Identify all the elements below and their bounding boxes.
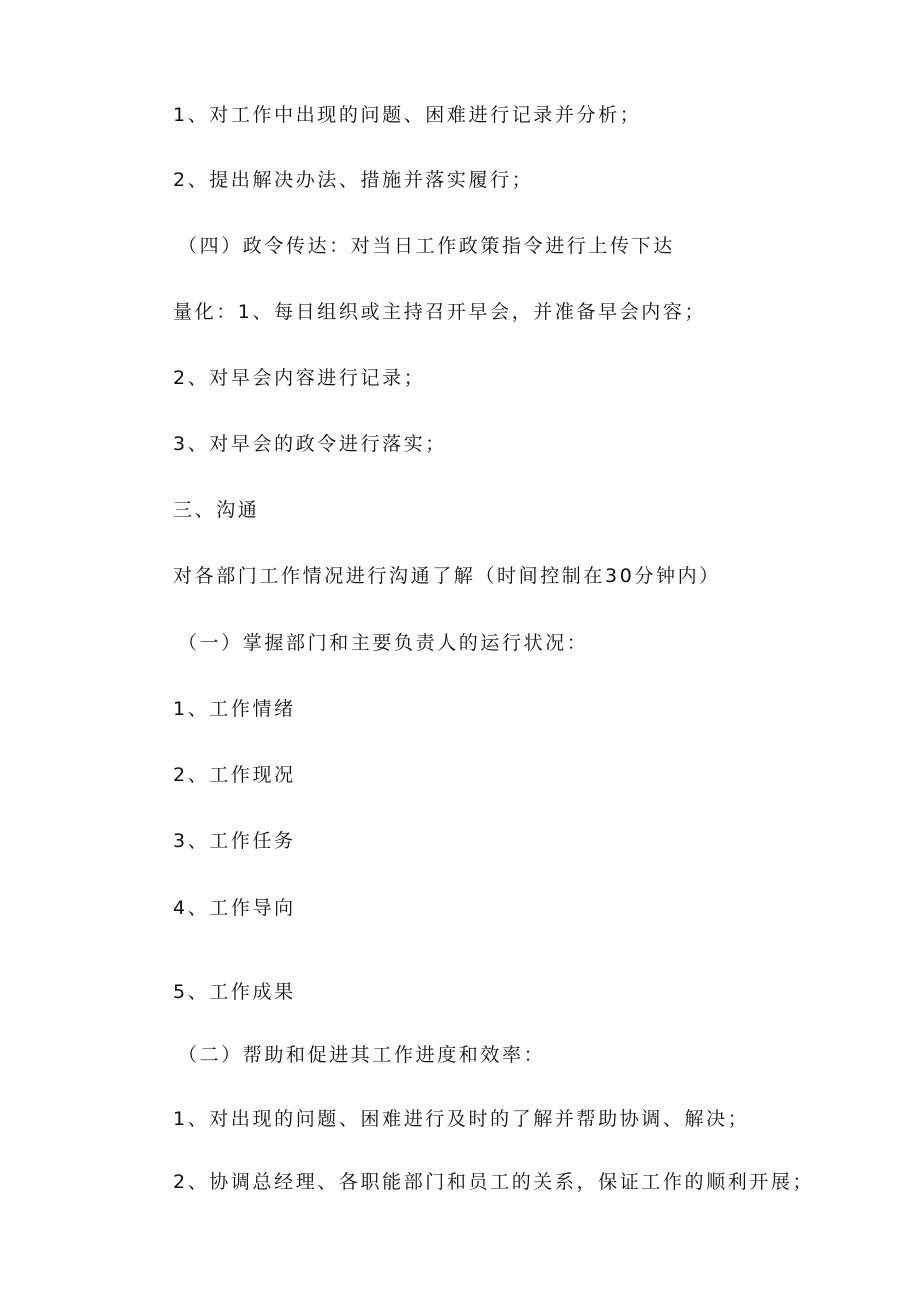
list-item: 1、对工作中出现的问题、困难进行记录并分析； xyxy=(173,104,642,126)
section-heading: （二）帮助和促进其工作进度和效率： xyxy=(178,1044,546,1066)
section-heading: （一）掌握部门和主要负责人的运行状况： xyxy=(178,632,589,654)
list-item: 2、协调总经理、各职能部门和员工的关系，保证工作的顺利开展； xyxy=(173,1171,815,1193)
list-item: 3、对早会的政令进行落实； xyxy=(173,433,447,455)
list-item: 2、提出解决办法、措施并落实履行； xyxy=(173,169,534,191)
list-item: 5、工作成果 xyxy=(173,981,296,1003)
section-heading: 三、沟通 xyxy=(173,499,260,521)
section-heading: （四）政令传达：对当日工作政策指令进行上传下达 xyxy=(178,235,675,257)
list-item: 2、对早会内容进行记录； xyxy=(173,367,426,389)
list-item: 1、对出现的问题、困难进行及时的了解并帮助协调、解决； xyxy=(173,1108,750,1130)
paragraph: 量化：1、每日组织或主持召开早会，并准备早会内容； xyxy=(173,301,707,323)
paragraph: 对各部门工作情况进行沟通了解（时间控制在30分钟内） xyxy=(173,565,721,587)
list-item: 2、工作现况 xyxy=(173,764,296,786)
list-item: 3、工作任务 xyxy=(173,830,296,852)
list-item: 1、工作情绪 xyxy=(173,698,296,720)
list-item: 4、工作导向 xyxy=(173,897,296,919)
